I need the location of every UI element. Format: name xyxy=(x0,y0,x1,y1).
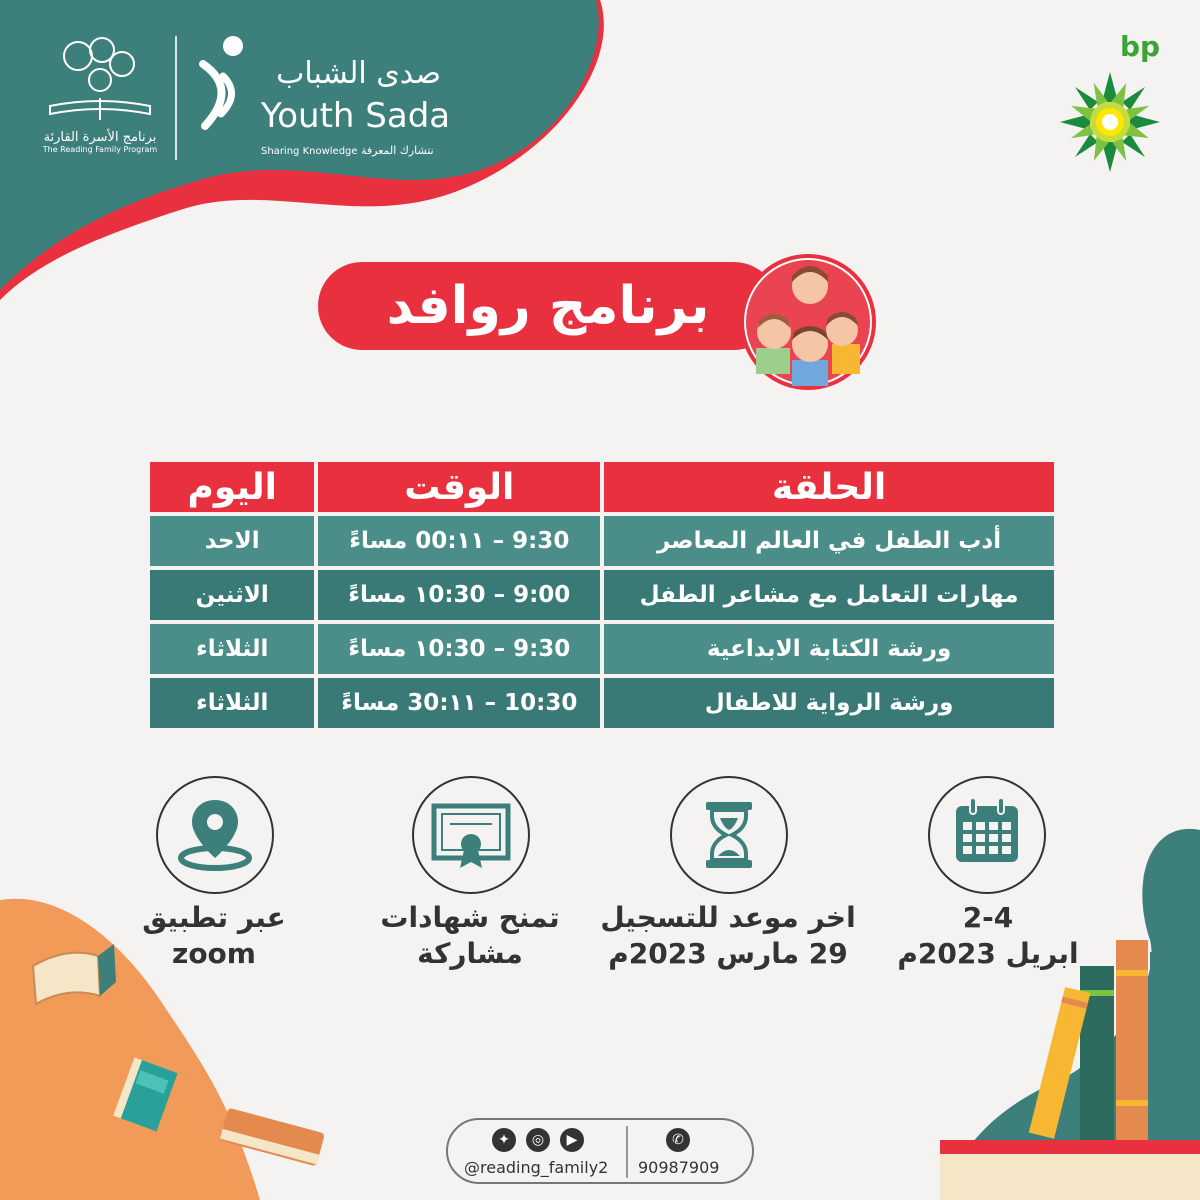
deadline-label xyxy=(598,900,858,972)
header-session: الحلقة xyxy=(604,462,1054,512)
bp-helios-icon xyxy=(1058,70,1162,174)
day-cell: الثلاثاء xyxy=(150,678,314,728)
social-handle[interactable]: @reading_family2 xyxy=(464,1158,609,1177)
location-pin-icon xyxy=(158,778,272,892)
location-line2: zoom xyxy=(172,937,256,970)
youth-sada-tagline-ar: نتشارك المعرفة xyxy=(361,144,434,157)
time-cell: 9:30 – ١١:00 مساءً xyxy=(318,516,600,566)
instagram-icon[interactable]: ◎ xyxy=(526,1128,550,1152)
location-line1: عبر تطبيق xyxy=(142,901,286,934)
session-cell: ورشة الرواية للاطفال xyxy=(604,678,1054,728)
deadline-circle xyxy=(670,776,788,894)
location-circle xyxy=(156,776,274,894)
phone-number[interactable]: 90987909 xyxy=(638,1158,720,1177)
reading-family-title-en: The Reading Family Program xyxy=(42,145,158,154)
book-icon xyxy=(112,1056,182,1136)
time-cell: 9:30 – ١0:30 مساءً xyxy=(318,624,600,674)
youth-sada-title-ar: صدى الشباب xyxy=(276,56,441,91)
contact-divider xyxy=(626,1126,628,1178)
time-cell: 10:30 – ١١:30 مساءً xyxy=(318,678,600,728)
date-line2: ابريل 2023م xyxy=(897,937,1079,970)
time-cell: 9:00 – ١0:30 مساءً xyxy=(318,570,600,620)
certificate-circle xyxy=(412,776,530,894)
certificate-line2: مشاركة xyxy=(417,937,523,970)
certificate-line1: تمنح شهادات xyxy=(380,901,560,934)
family-reading-icon xyxy=(40,36,160,126)
youth-sada-mark-icon xyxy=(195,34,255,144)
bp-text: bp xyxy=(1120,30,1161,63)
day-cell: الثلاثاء xyxy=(150,624,314,674)
deadline-line1: اخر موعد للتسجيل xyxy=(600,901,856,934)
location-label xyxy=(84,900,344,972)
session-cell: مهارات التعامل مع مشاعر الطفل xyxy=(604,570,1054,620)
closed-book-icon xyxy=(212,1098,332,1178)
calendar-icon xyxy=(930,778,1044,892)
schedule-table xyxy=(146,458,1058,732)
youtube-icon[interactable]: ▶ xyxy=(560,1128,584,1152)
table-row xyxy=(150,624,1054,674)
reading-family-title-ar: برنامج الأسرة القارئة xyxy=(43,130,157,145)
table-row xyxy=(150,678,1054,728)
session-cell: أدب الطفل في العالم المعاصر xyxy=(604,516,1054,566)
day-cell: الاثنين xyxy=(150,570,314,620)
whatsapp-icon[interactable]: ✆ xyxy=(666,1128,690,1152)
book-stack-icon xyxy=(940,900,1200,1200)
certificate-label xyxy=(340,900,600,972)
twitter-icon[interactable]: ✦ xyxy=(492,1128,516,1152)
deadline-line2: 29 مارس 2023م xyxy=(608,937,848,970)
hourglass-icon xyxy=(672,778,786,892)
date-line1: 2-4 xyxy=(962,901,1014,934)
contact-bar xyxy=(446,1118,754,1184)
header-time: الوقت xyxy=(318,462,600,512)
header-day: اليوم xyxy=(150,462,314,512)
children-group-icon xyxy=(738,252,878,392)
youth-sada-logo xyxy=(195,34,455,174)
open-book-icon xyxy=(28,936,118,1006)
youth-sada-title-en: Youth Sada xyxy=(261,96,451,136)
table-row xyxy=(150,516,1054,566)
bp-logo xyxy=(1056,30,1166,150)
table-row xyxy=(150,570,1054,620)
youth-sada-tagline-en: Sharing Knowledge xyxy=(261,146,358,157)
session-cell: ورشة الكتابة الابداعية xyxy=(604,624,1054,674)
reading-family-logo xyxy=(40,36,160,166)
logo-divider xyxy=(175,36,177,160)
page-title: برنامج روافد xyxy=(318,262,778,350)
certificate-icon xyxy=(414,778,528,892)
date-circle xyxy=(928,776,1046,894)
day-cell: الاحد xyxy=(150,516,314,566)
table-header-row xyxy=(150,462,1054,512)
